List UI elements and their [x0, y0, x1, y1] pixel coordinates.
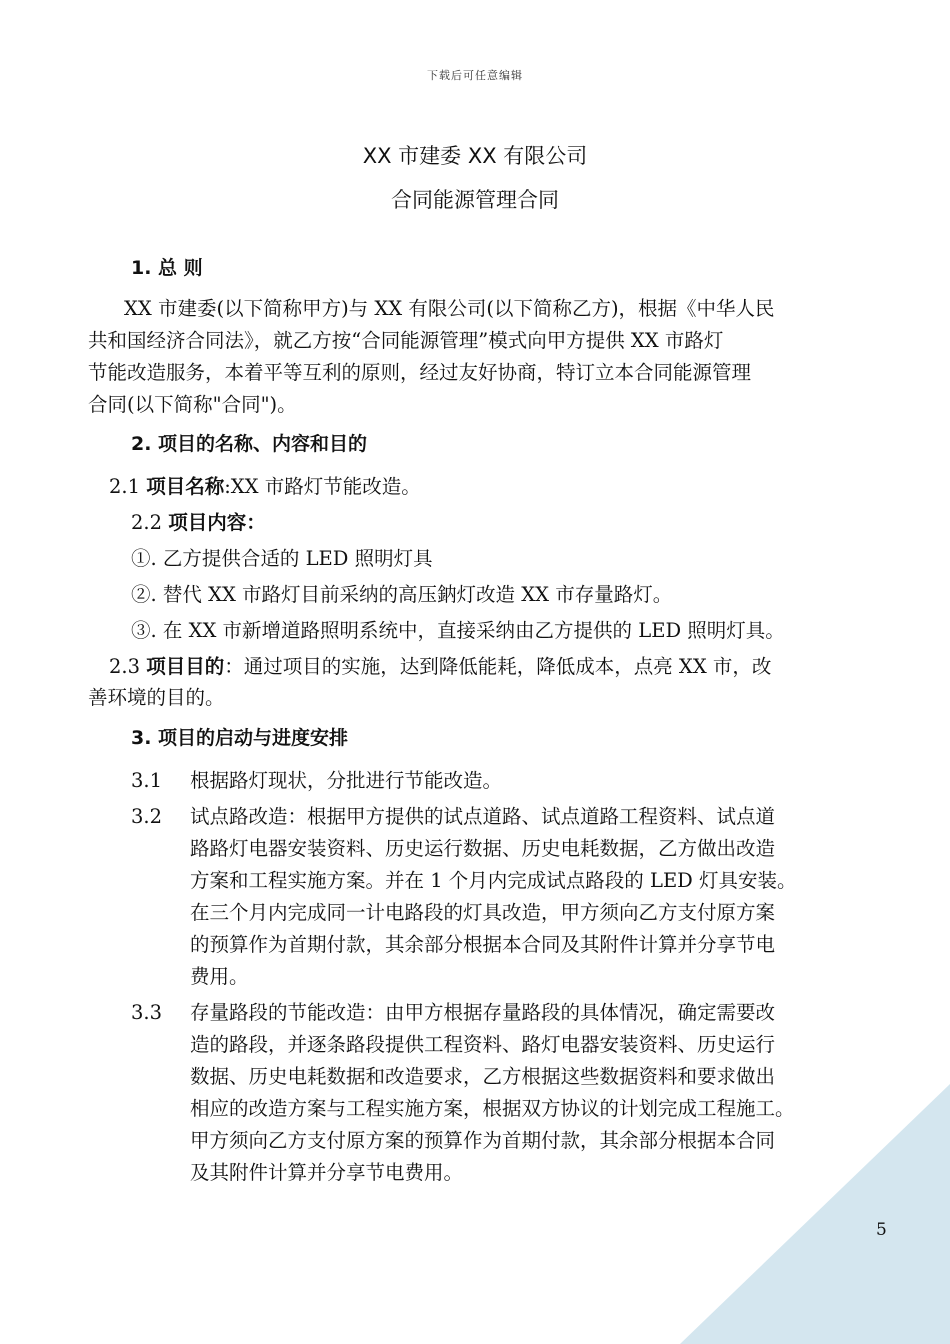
clause-label: 项目名称 — [146, 475, 225, 498]
section-1-line: XX 市建委(以下简称甲方)与 XX 有限公司(以下简称乙方)，根据《中华人民 — [124, 297, 775, 320]
list-item: ①. 乙方提供合适的 LED 照明灯具 — [131, 547, 433, 570]
clause-3-2-line: 试点路改造：根据甲方提供的试点道路、试点道路工程资料、试点道 — [190, 805, 776, 828]
clause-text: ：通过项目的实施，达到降低能耗，降低成本，点亮 XX 市，改 — [224, 655, 772, 678]
corner-decoration — [680, 1084, 950, 1344]
clause-3-2-line: 费用。 — [190, 965, 249, 988]
clause-number: 3.1 — [131, 769, 163, 792]
clause-3-3-line: 甲方须向乙方支付原方案的预算作为首期付款，其余部分根据本合同 — [190, 1129, 776, 1152]
clause-3-3-line: 及其附件计算并分享节电费用。 — [190, 1161, 464, 1184]
clause-number: 3.3 — [131, 1001, 163, 1024]
document-title-company: XX 市建委 XX 有限公司 — [362, 144, 588, 168]
clause-number: 3.2 — [131, 805, 163, 828]
clause-3-2-line: 的预算作为首期付款，其余部分根据本合同及其附件计算并分享节电 — [190, 933, 776, 956]
clause-2-3 — [109, 653, 771, 681]
clause-3-3-line: 数据、历史电耗数据和改造要求，乙方根据这些数据资料和要求做出 — [190, 1065, 776, 1088]
section-1-heading: 1. 总 则 — [131, 257, 203, 279]
clause-2-3-continued: 善环境的目的。 — [88, 686, 225, 709]
page-number: 5 — [876, 1220, 887, 1240]
list-item: ②. 替代 XX 市路灯目前采纳的高压鈉灯改造 XX 市存量路灯。 — [131, 583, 673, 606]
list-item: ③. 在 XX 市新增道路照明系统中，直接采纳由乙方提供的 LED 照明灯具。 — [131, 619, 785, 642]
clause-3-2-line: 方案和工程实施方案。并在 1 个月内完成试点路段的 LED 灯具安装。 — [190, 869, 797, 892]
clause-3-2-line: 路路灯电器安装资料、历史运行数据、历史电耗数据，乙方做出改造 — [190, 837, 776, 860]
clause-number: 2.2 — [131, 511, 163, 534]
clause-3-3-line: 造的路段，并逐条路段提供工程资料、路灯电器安装资料、历史运行 — [190, 1033, 776, 1056]
clause-number: 2.1 — [109, 475, 141, 498]
document-title-contract: 合同能源管理合同 — [391, 188, 559, 212]
clause-2-2 — [131, 509, 266, 537]
clause-label: 项目目的 — [146, 655, 225, 678]
clause-3-3-line: 存量路段的节能改造：由甲方根据存量路段的具体情况，确定需要改 — [190, 1001, 776, 1024]
clause-text: :XX 市路灯节能改造。 — [224, 475, 421, 498]
clause-label: 项目内容： — [168, 511, 266, 534]
clause-3-3-line: 相应的改造方案与工程实施方案，根据双方协议的计划完成工程施工。 — [190, 1097, 795, 1120]
section-1-line: 合同(以下简称"合同")。 — [88, 393, 297, 416]
clause-number: 2.3 — [109, 655, 141, 678]
section-3-heading: 3. 项目的启动与进度安排 — [131, 727, 349, 749]
clause-2-1 — [109, 473, 421, 501]
section-2-heading: 2. 项目的名称、内容和目的 — [131, 433, 368, 455]
section-1-line: 共和国经济合同法》，就乙方按“合同能源管理”模式向甲方提供 XX 市路灯 — [88, 329, 724, 352]
clause-3-2-line: 在三个月内完成同一计电路段的灯具改造，甲方须向乙方支付原方案 — [190, 901, 776, 924]
clause-3-1-text: 根据路灯现状，分批进行节能改造。 — [190, 769, 503, 792]
section-1-line: 节能改造服务，本着平等互利的原则，经过友好协商，特订立本合同能源管理 — [88, 361, 752, 384]
header-note: 下载后可任意编辑 — [427, 69, 523, 82]
